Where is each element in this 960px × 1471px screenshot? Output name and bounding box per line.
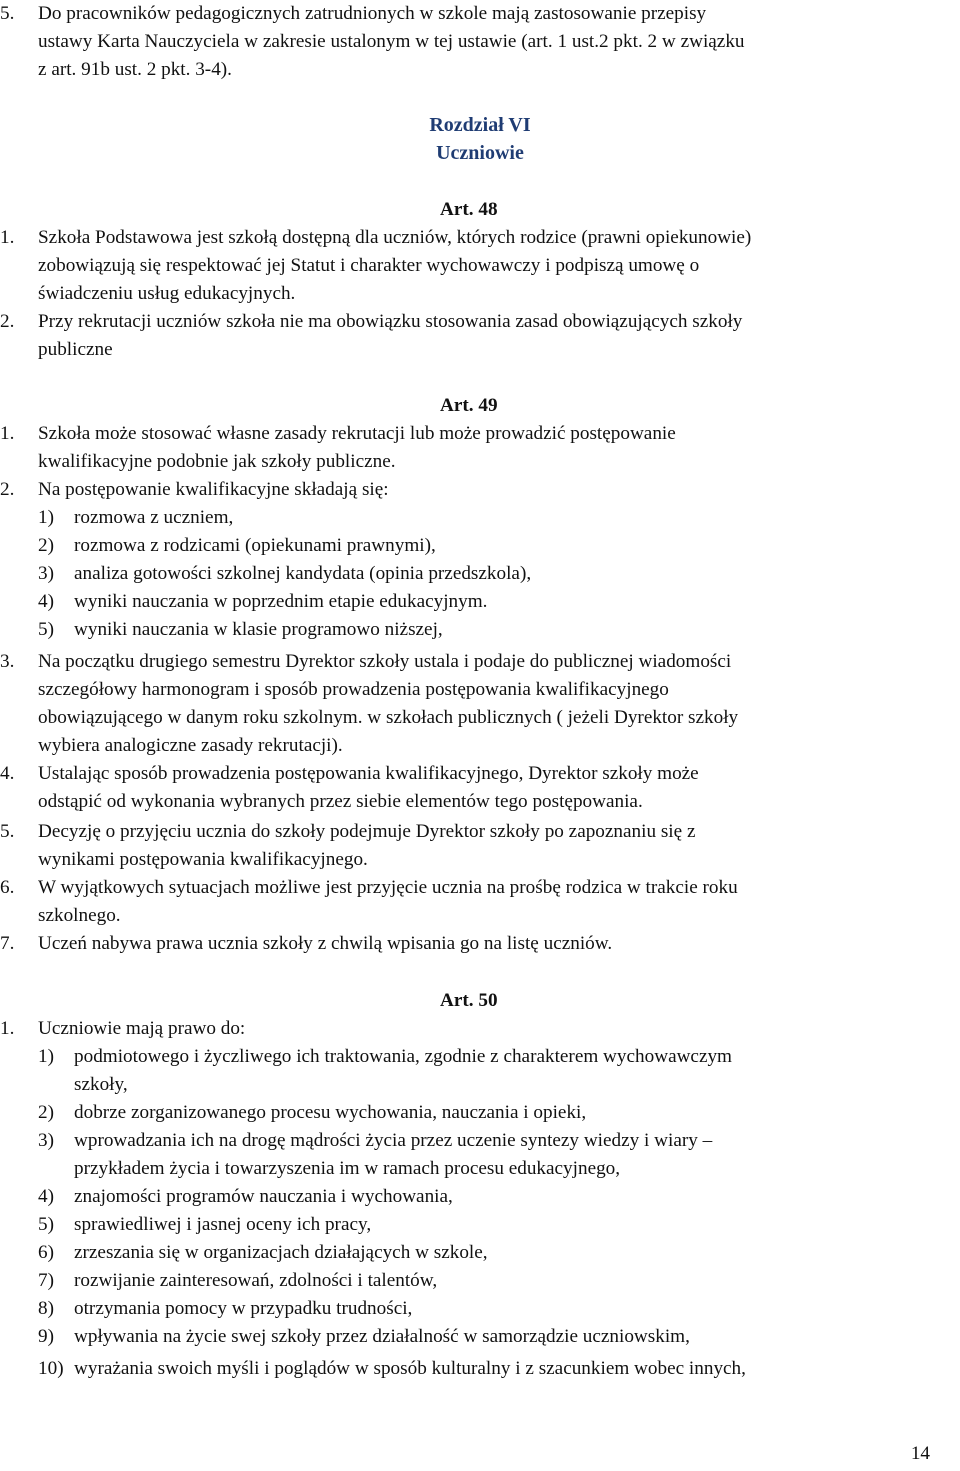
subitem-number: 6)	[38, 1242, 54, 1263]
item-number: 1.	[0, 1018, 15, 1039]
paragraph-line: Uczniowie mają prawo do:	[38, 1018, 246, 1039]
paragraph-line: Szkoła może stosować własne zasady rekrutacji lub może prowadzić postępowanie	[38, 423, 676, 444]
subitem-number: 2)	[38, 535, 54, 556]
paragraph-line: Uczeń nabywa prawa ucznia szkoły z chwilą wpisania go na listę uczniów.	[38, 933, 613, 954]
subitem-text: wyrażania swoich myśli i poglądów w sposób kulturalny i z szacunkiem wobec innych,	[74, 1358, 746, 1379]
subitem-text: otrzymania pomocy w przypadku trudności,	[74, 1298, 413, 1319]
paragraph-line: Na postępowanie kwalifikacyjne składają się:	[38, 479, 389, 500]
subitem-text: wprowadzania ich na drogę mądrości życia przez uczenie syntezy wiedzy i wiary –	[74, 1130, 713, 1151]
subitem-text-continued: szkoły,	[74, 1074, 128, 1095]
page-number: 14	[910, 1443, 930, 1464]
item-number: 2.	[0, 479, 15, 500]
subitem-number: 4)	[38, 1186, 54, 1207]
subitem-number: 2)	[38, 1102, 54, 1123]
paragraph-line: Przy rekrutacji uczniów szkoła nie ma obowiązku stosowania zasad obowiązujących szkoły	[38, 311, 743, 332]
paragraph-line: z art. 91b ust. 2 pkt. 3-4).	[38, 59, 232, 80]
subitem-text: wpływania na życie swej szkoły przez działalność w samorządzie uczniowskim,	[74, 1326, 690, 1347]
subitem-number: 4)	[38, 591, 54, 612]
item-number: 3.	[0, 651, 15, 672]
subitem-number: 5)	[38, 1214, 54, 1235]
subitem-text: analiza gotowości szkolnej kandydata (opinia przedszkola),	[74, 563, 532, 584]
article-heading: Art. 49	[440, 395, 498, 416]
item-number: 1.	[0, 227, 15, 248]
article-heading: Art. 48	[440, 199, 498, 220]
subitem-number: 7)	[38, 1270, 54, 1291]
subitem-text: wyniki nauczania w klasie programowo niższej,	[74, 619, 443, 640]
subitem-number: 3)	[38, 1130, 54, 1151]
item-number: 5.	[0, 821, 15, 842]
subitem-text: rozmowa z uczniem,	[74, 507, 234, 528]
subitem-text: rozwijanie zainteresowań, zdolności i talentów,	[74, 1270, 438, 1291]
paragraph-line: Szkoła Podstawowa jest szkołą dostępną dla uczniów, których rodzice (prawni opiekunowie)	[38, 227, 752, 248]
subitem-text: sprawiedliwej i jasnej oceny ich pracy,	[74, 1214, 372, 1235]
item-number: 1.	[0, 423, 15, 444]
paragraph-line: odstąpić od wykonania wybranych przez siebie elementów tego postępowania.	[38, 791, 643, 812]
paragraph-line: obowiązującego w danym roku szkolnym. w szkołach publicznych ( jeżeli Dyrektor szkoły	[38, 707, 739, 728]
subitem-text: zrzeszania się w organizacjach działających w szkole,	[74, 1242, 488, 1263]
item-number: 6.	[0, 877, 15, 898]
paragraph-line: wybiera analogiczne zasady rekrutacji).	[38, 735, 343, 756]
subitem-text: dobrze zorganizowanego procesu wychowania, nauczania i opieki,	[74, 1102, 587, 1123]
subitem-text: podmiotowego i życzliwego ich traktowania, zgodnie z charakterem wychowawczym	[74, 1046, 732, 1067]
paragraph-line: kwalifikacyjne podobnie jak szkoły publiczne.	[38, 451, 396, 472]
paragraph-line: wynikami postępowania kwalifikacyjnego.	[38, 849, 368, 870]
subitem-text: znajomości programów nauczania i wychowania,	[74, 1186, 453, 1207]
paragraph-line: Na początku drugiego semestru Dyrektor szkoły ustala i podaje do publicznej wiadomości	[38, 651, 732, 672]
item-number: 2.	[0, 311, 15, 332]
chapter-subtitle: Uczniowie	[436, 142, 524, 164]
subitem-text: wyniki nauczania w poprzednim etapie edukacyjnym.	[74, 591, 488, 612]
subitem-number: 9)	[38, 1326, 54, 1347]
item-number: 7.	[0, 933, 15, 954]
chapter-title: Rozdział VI	[429, 114, 531, 136]
paragraph-line: świadczeniu usług edukacyjnych.	[38, 283, 296, 304]
subitem-number: 1)	[38, 507, 54, 528]
subitem-number: 10)	[38, 1358, 64, 1379]
paragraph-line: Ustalając sposób prowadzenia postępowania kwalifikacyjnego, Dyrektor szkoły może	[38, 763, 699, 784]
paragraph-line: szkolnego.	[38, 905, 121, 926]
item-number: 4.	[0, 763, 15, 784]
subitem-number: 8)	[38, 1298, 54, 1319]
article-heading: Art. 50	[440, 990, 498, 1011]
paragraph-line: ustawy Karta Nauczyciela w zakresie ustalonym w tej ustawie (art. 1 ust.2 pkt. 2 w związku	[38, 31, 745, 52]
paragraph-line: publiczne	[38, 339, 113, 360]
paragraph-line: Do pracowników pedagogicznych zatrudnionych w szkole mają zastosowanie przepisy	[38, 3, 707, 24]
paragraph-line: Decyzję o przyjęciu ucznia do szkoły podejmuje Dyrektor szkoły po zapoznaniu się z	[38, 821, 696, 842]
subitem-number: 3)	[38, 563, 54, 584]
paragraph-line: zobowiązują się respektować jej Statut i charakter wychowawczy i podpiszą umowę o	[38, 255, 700, 276]
item-number: 5.	[0, 3, 15, 24]
subitem-number: 5)	[38, 619, 54, 640]
subitem-text-continued: przykładem życia i towarzyszenia im w ramach procesu edukacyjnego,	[74, 1158, 621, 1179]
subitem-text: rozmowa z rodzicami (opiekunami prawnymi),	[74, 535, 436, 556]
paragraph-line: szczegółowy harmonogram i sposób prowadzenia postępowania kwalifikacyjnego	[38, 679, 669, 700]
subitem-number: 1)	[38, 1046, 54, 1067]
paragraph-line: W wyjątkowych sytuacjach możliwe jest przyjęcie ucznia na prośbę rodzica w trakcie roku	[38, 877, 738, 898]
